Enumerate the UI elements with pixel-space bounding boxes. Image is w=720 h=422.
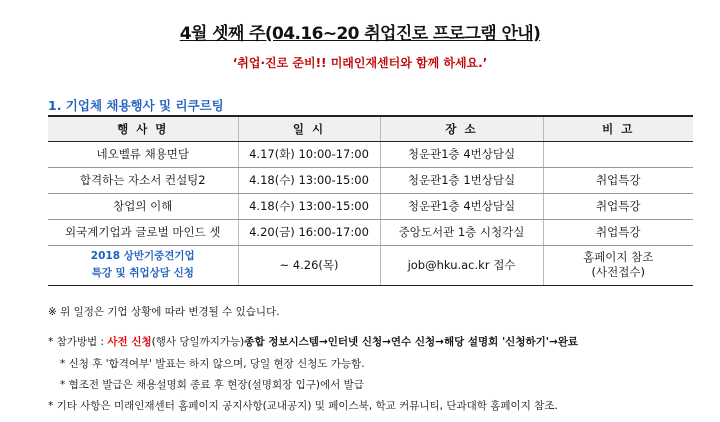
- method-steps: 종합 정보시스템→인터넷 신청→연수 신청→해당 설명회 '신청하기'→완료: [244, 336, 579, 348]
- schedule-change-note: ※ 위 일정은 기업 상황에 따라 변경될 수 있습니다.: [48, 306, 280, 318]
- section-heading: 1. 기업체 채용행사 및 리쿠르팅: [48, 98, 224, 113]
- page-title: 4월 셋째 주(04.16~20 취업진로 프로그램 안내): [179, 24, 541, 44]
- table-row: [48, 193, 693, 219]
- event-name: 네오벨류 채용면담: [48, 141, 238, 167]
- event-datetime: 4.17(화) 10:00-17:00: [238, 141, 380, 167]
- column-header-event: 행 사 명: [48, 116, 238, 141]
- event-datetime: 4.20(금) 16:00-17:00: [238, 219, 380, 245]
- method-paren: (행사 당일까지가능): [151, 336, 245, 348]
- table-row: [48, 167, 693, 193]
- event-place: 청운관1층 4번상담실: [380, 141, 543, 167]
- method-prefix: * 참가방법 :: [48, 336, 108, 348]
- event-place: 중앙도서관 1층 시청각실: [380, 219, 543, 245]
- event-name-line: 2018 상반기중견기업: [90, 250, 195, 262]
- participation-method-note: [48, 334, 578, 349]
- event-note: 취업특강: [543, 167, 693, 193]
- table-row: [48, 141, 693, 167]
- event-note-line: (사전접수): [591, 265, 645, 279]
- event-note: 취업특강: [543, 193, 693, 219]
- event-place: 청운관1층 1번상담실: [380, 167, 543, 193]
- column-header-datetime: 일 시: [238, 116, 380, 141]
- application-subnote: * 신청 후 '합격여부' 발표는 하지 않으며, 당일 현장 신청도 가능함.: [60, 358, 365, 370]
- event-place: 청운관1층 4번상담실: [380, 193, 543, 219]
- event-place-email[interactable]: job@hku.ac.kr 접수: [380, 245, 543, 285]
- column-header-place: 장 소: [380, 116, 543, 141]
- event-datetime: ~ 4.26(목): [238, 245, 380, 285]
- event-name: 외국계기업과 글로벌 마인드 셋: [48, 219, 238, 245]
- event-name: 창업의 이해: [48, 193, 238, 219]
- event-note: 취업특강: [543, 219, 693, 245]
- event-note-line: 홈페이지 참조: [583, 250, 654, 264]
- event-name: 합격하는 자소서 컨설팅2: [48, 167, 238, 193]
- event-datetime: 4.18(수) 13:00-15:00: [238, 193, 380, 219]
- cooperation-subnote: * 협조전 발급은 채용설명회 종료 후 현장(설명회장 입구)에서 발급: [60, 379, 364, 391]
- event-name-line: 특강 및 취업상담 신청: [91, 267, 194, 279]
- event-name-highlight[interactable]: [48, 245, 238, 285]
- events-table: [48, 115, 693, 286]
- method-highlight: 사전 신청: [107, 336, 152, 348]
- table-header-row: [48, 116, 693, 141]
- event-note: [543, 245, 693, 285]
- event-datetime: 4.18(수) 13:00-15:00: [238, 167, 380, 193]
- column-header-note: 비 고: [543, 116, 693, 141]
- other-info-note: * 기타 사항은 미래인재센터 홈페이지 공지사항(교내공지) 및 페이스북, 학교 커뮤니티, 단과대학 홈페이지 참조.: [48, 400, 558, 412]
- event-note: [543, 141, 693, 167]
- page-subtitle: ‘취업·진로 준비!! 미래인재센터와 함께 하세요.’: [232, 56, 488, 70]
- table-row: [48, 219, 693, 245]
- table-row: [48, 245, 693, 285]
